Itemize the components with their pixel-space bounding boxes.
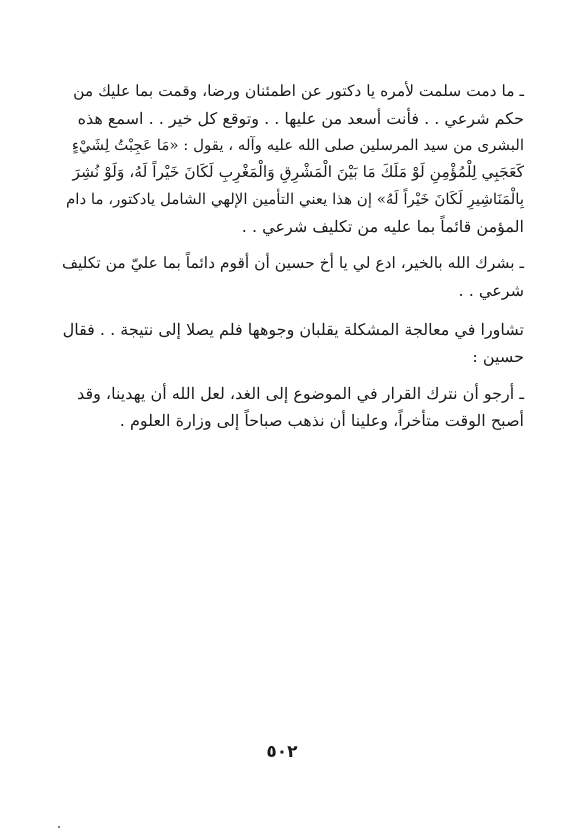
- text-line: شرعي . .: [458, 281, 524, 300]
- text-line: البشرى من سيد المرسلين صلى الله عليه وآله ، يقول : «مَا عَجِبْتُ لِشَيْءٍ: [71, 136, 524, 154]
- text-line: ـ ما دمت سلمت لأمره يا دكتور عن اطمئنان ورضا، وقمت بما عليك من: [73, 82, 524, 100]
- paragraph-2: [62, 250, 524, 304]
- text-line: تشاورا في معالجة المشكلة يقلبان وجوهها فلم يصلا إلى نتيجة . . فقال: [62, 320, 524, 339]
- scan-speck: [58, 826, 60, 828]
- text-line: المؤمن قائماً بما عليه من تكليف شرعي . .: [241, 217, 524, 236]
- text-line: حكم شرعي . . فأنت أسعد من عليها . . وتوقع كل خير . . اسمع هذه: [77, 109, 524, 128]
- text-line: كَعَجَبِي لِلْمُؤْمِنِ لَوْ مَلَكَ مَا بَيْنَ الْمَشْرِقِ وَالْمَغْرِبِ لَكَانَ خَيْراً لَهُ، وَلَوْ نُشِرَ: [72, 163, 524, 181]
- text-line: ـ أرجو أن نترك القرار في الموضوع إلى الغد، لعل الله أن يهدينا، وقد: [77, 384, 524, 403]
- text-line: حسين :: [472, 347, 524, 366]
- paragraph-3: [62, 316, 524, 370]
- text-line: بِالْمَنَاشِيرِ لَكَانَ خَيْراً لَهُ» إن هذا يعني التأمين الإلهي الشامل يادكتور، ما دام: [66, 190, 524, 208]
- paragraph-1: [62, 78, 524, 240]
- paragraph-4: [62, 380, 524, 434]
- text-line: ـ بشرك الله بالخير، ادع لي يا أخ حسين أن أقوم دائماً بما عليّ من تكليف: [61, 254, 524, 272]
- text-line: أصبح الوقت متأخراً، وعلينا أن نذهب صباحاً إلى وزارة العلوم .: [119, 411, 524, 430]
- page-number: ٥٠٢: [266, 742, 298, 762]
